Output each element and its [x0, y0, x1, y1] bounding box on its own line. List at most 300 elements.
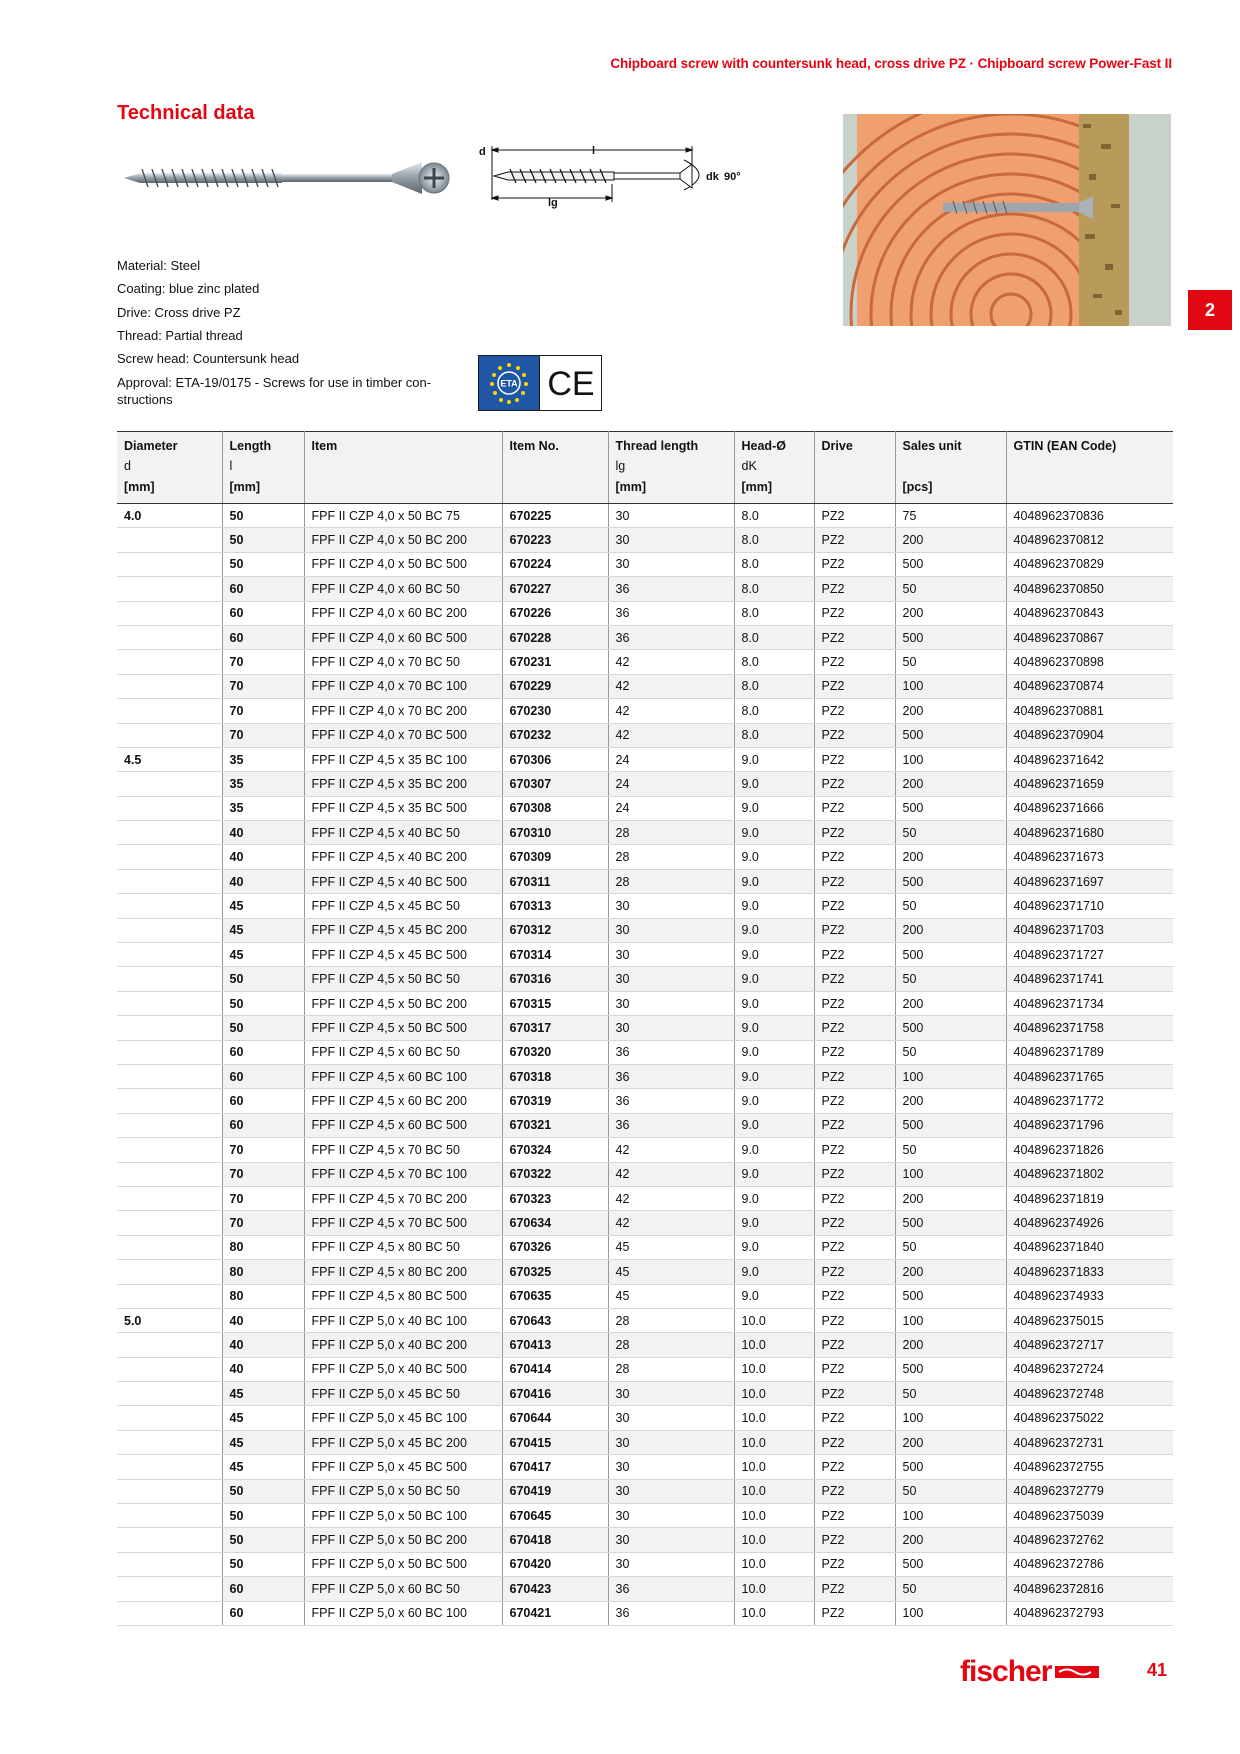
table-cell: FPF II CZP 5,0 x 40 BC 200	[304, 1333, 502, 1357]
table-cell: 35	[222, 796, 304, 820]
table-cell: PZ2	[814, 1040, 895, 1064]
table-cell: 200	[895, 1089, 1006, 1113]
table-cell	[117, 1162, 222, 1186]
table-cell: 28	[608, 1308, 734, 1332]
table-cell: 4048962370898	[1006, 650, 1173, 674]
table-cell: 670418	[502, 1528, 608, 1552]
table-row	[117, 577, 1173, 601]
table-cell: 50	[895, 577, 1006, 601]
table-row	[117, 699, 1173, 723]
table-cell: 670225	[502, 504, 608, 528]
table-row	[117, 894, 1173, 918]
table-cell: 9.0	[734, 772, 814, 796]
table-cell: 9.0	[734, 1235, 814, 1259]
column-header-symbol	[903, 455, 999, 478]
table-cell: 670314	[502, 943, 608, 967]
table-cell: 50	[895, 650, 1006, 674]
table-cell	[117, 1064, 222, 1088]
spec-approval: Approval: ETA-19/0175 - Screws for use in timber con-structions	[117, 375, 432, 408]
column-header-unit	[1014, 478, 1167, 496]
table-cell: 50	[895, 1040, 1006, 1064]
table-cell: FPF II CZP 4,5 x 80 BC 50	[304, 1235, 502, 1259]
table-cell: 30	[608, 1455, 734, 1479]
table-cell: 200	[895, 528, 1006, 552]
column-header	[502, 432, 608, 504]
table-cell: PZ2	[814, 967, 895, 991]
table-cell: 4048962371802	[1006, 1162, 1173, 1186]
table-cell: 10.0	[734, 1406, 814, 1430]
table-cell: 70	[222, 723, 304, 747]
table-cell: FPF II CZP 4,0 x 50 BC 200	[304, 528, 502, 552]
table-cell: 670226	[502, 601, 608, 625]
table-cell: 100	[895, 1504, 1006, 1528]
table-cell: 100	[895, 674, 1006, 698]
table-cell: 30	[608, 552, 734, 576]
table-cell: FPF II CZP 4,0 x 70 BC 100	[304, 674, 502, 698]
table-cell: 50	[895, 967, 1006, 991]
table-cell	[117, 601, 222, 625]
table-cell: 50	[222, 552, 304, 576]
table-cell: 670306	[502, 747, 608, 771]
table-cell: 9.0	[734, 747, 814, 771]
table-cell: 10.0	[734, 1504, 814, 1528]
table-cell: 50	[222, 1528, 304, 1552]
table-cell: 36	[608, 1577, 734, 1601]
table-cell: 36	[608, 1089, 734, 1113]
table-cell	[117, 1235, 222, 1259]
table-cell: 9.0	[734, 1138, 814, 1162]
column-header-unit	[822, 478, 888, 496]
table-cell	[117, 723, 222, 747]
table-cell	[117, 1016, 222, 1040]
table-cell: 670310	[502, 821, 608, 845]
table-cell: 80	[222, 1260, 304, 1284]
table-cell	[117, 1528, 222, 1552]
table-cell: 60	[222, 1089, 304, 1113]
table-cell: 45	[222, 943, 304, 967]
table-cell: PZ2	[814, 552, 895, 576]
table-cell: 4048962371758	[1006, 1016, 1173, 1040]
screw-dimension-drawing	[474, 140, 754, 212]
table-cell: FPF II CZP 4,5 x 80 BC 200	[304, 1260, 502, 1284]
ce-badge-label: CE	[546, 365, 595, 401]
column-header-symbol	[510, 455, 601, 478]
table-cell: 28	[608, 1357, 734, 1381]
table-cell: 30	[608, 1504, 734, 1528]
spec-list	[117, 254, 437, 408]
table-cell: 4048962372724	[1006, 1357, 1173, 1381]
table-cell: 50	[222, 967, 304, 991]
table-cell: 9.0	[734, 991, 814, 1015]
table-row	[117, 1455, 1173, 1479]
table-cell: PZ2	[814, 1016, 895, 1040]
table-cell: 670229	[502, 674, 608, 698]
section-title: Technical data	[117, 102, 255, 124]
table-row	[117, 1504, 1173, 1528]
table-cell: 8.0	[734, 723, 814, 747]
chapter-tab[interactable]: 2	[1188, 290, 1232, 330]
table-cell: 50	[222, 504, 304, 528]
table-cell	[117, 650, 222, 674]
table-cell: 30	[608, 967, 734, 991]
table-cell: FPF II CZP 5,0 x 60 BC 100	[304, 1601, 502, 1625]
table-cell: 40	[222, 1357, 304, 1381]
table-cell: 670313	[502, 894, 608, 918]
table-cell: 30	[608, 1430, 734, 1454]
table-cell: 100	[895, 1601, 1006, 1625]
table-cell	[117, 1260, 222, 1284]
table-cell: 4048962371826	[1006, 1138, 1173, 1162]
table-cell: PZ2	[814, 1430, 895, 1454]
table-cell: 670231	[502, 650, 608, 674]
table-cell: 10.0	[734, 1479, 814, 1503]
column-header-unit: [mm]	[229, 480, 261, 494]
table-row	[117, 1479, 1173, 1503]
table-cell: 4048962372748	[1006, 1382, 1173, 1406]
table-cell: 670307	[502, 772, 608, 796]
table-cell: PZ2	[814, 1162, 895, 1186]
eta-badge	[478, 355, 540, 411]
table-cell: PZ2	[814, 869, 895, 893]
running-header: Chipboard screw with countersunk head, cross drive PZ · Chipboard screw Power-Fast II	[610, 56, 1172, 71]
table-cell: 500	[895, 1284, 1006, 1308]
table-cell: 9.0	[734, 1260, 814, 1284]
table-cell: 28	[608, 1333, 734, 1357]
table-row	[117, 1333, 1173, 1357]
table-cell: 50	[222, 1552, 304, 1576]
table-cell: 30	[608, 528, 734, 552]
table-row	[117, 1235, 1173, 1259]
table-cell	[117, 1211, 222, 1235]
table-cell: 4048962371697	[1006, 869, 1173, 893]
column-header-title: GTIN (EAN Code)	[1013, 439, 1117, 453]
table-cell: 200	[895, 1430, 1006, 1454]
table-row	[117, 1064, 1173, 1088]
table-cell: 4048962371642	[1006, 747, 1173, 771]
table-cell: PZ2	[814, 943, 895, 967]
table-cell: 500	[895, 723, 1006, 747]
screw-photo	[122, 158, 452, 198]
table-cell: 30	[608, 918, 734, 942]
table-cell: 200	[895, 772, 1006, 796]
table-cell: PZ2	[814, 1064, 895, 1088]
table-cell: PZ2	[814, 1235, 895, 1259]
table-row	[117, 1406, 1173, 1430]
table-row	[117, 1357, 1173, 1381]
table-cell: 30	[608, 504, 734, 528]
table-cell: FPF II CZP 4,0 x 70 BC 200	[304, 699, 502, 723]
table-row	[117, 1601, 1173, 1625]
table-cell: 9.0	[734, 1284, 814, 1308]
table-cell: FPF II CZP 5,0 x 50 BC 500	[304, 1552, 502, 1576]
table-cell: PZ2	[814, 1455, 895, 1479]
table-cell: FPF II CZP 4,0 x 60 BC 50	[304, 577, 502, 601]
table-cell	[117, 577, 222, 601]
column-header-symbol	[1014, 455, 1167, 478]
table-cell: 60	[222, 1601, 304, 1625]
table-cell: 35	[222, 772, 304, 796]
table-cell: PZ2	[814, 625, 895, 649]
table-row	[117, 1552, 1173, 1576]
table-cell: FPF II CZP 4,5 x 50 BC 500	[304, 1016, 502, 1040]
table-cell	[117, 967, 222, 991]
table-cell: 4048962370843	[1006, 601, 1173, 625]
table-cell: 9.0	[734, 1162, 814, 1186]
table-cell: 36	[608, 1113, 734, 1137]
table-cell: 50	[895, 821, 1006, 845]
table-cell	[117, 869, 222, 893]
table-cell: 50	[222, 1504, 304, 1528]
table-cell: 70	[222, 1186, 304, 1210]
column-header	[895, 432, 1006, 504]
table-cell: 24	[608, 772, 734, 796]
table-cell: 10.0	[734, 1528, 814, 1552]
table-cell: PZ2	[814, 601, 895, 625]
table-cell: 8.0	[734, 552, 814, 576]
certification-badges	[478, 355, 602, 411]
logo-text: fischer	[960, 1655, 1052, 1688]
table-cell: 4048962371796	[1006, 1113, 1173, 1137]
table-cell	[117, 1430, 222, 1454]
table-cell: FPF II CZP 4,0 x 50 BC 500	[304, 552, 502, 576]
table-cell: 42	[608, 723, 734, 747]
table-cell: PZ2	[814, 528, 895, 552]
table-cell: 200	[895, 918, 1006, 942]
table-cell: 70	[222, 699, 304, 723]
table-cell	[117, 1382, 222, 1406]
table-cell: 500	[895, 943, 1006, 967]
table-cell: 42	[608, 699, 734, 723]
column-header-symbol: l	[229, 459, 233, 473]
table-cell: 28	[608, 821, 734, 845]
table-cell: FPF II CZP 4,5 x 35 BC 200	[304, 772, 502, 796]
table-cell: 4048962371840	[1006, 1235, 1173, 1259]
table-row	[117, 625, 1173, 649]
table-cell: 670421	[502, 1601, 608, 1625]
table-row	[117, 1577, 1173, 1601]
table-cell: 670317	[502, 1016, 608, 1040]
table-cell: 8.0	[734, 625, 814, 649]
table-cell: 45	[608, 1260, 734, 1284]
table-cell: 4048962372717	[1006, 1333, 1173, 1357]
table-cell	[117, 1138, 222, 1162]
table-cell: FPF II CZP 4,5 x 45 BC 200	[304, 918, 502, 942]
table-cell: FPF II CZP 4,5 x 40 BC 200	[304, 845, 502, 869]
table-cell	[117, 625, 222, 649]
table-cell: FPF II CZP 4,0 x 60 BC 500	[304, 625, 502, 649]
table-cell	[117, 845, 222, 869]
table-cell	[117, 699, 222, 723]
table-cell	[117, 1406, 222, 1430]
table-cell: 36	[608, 625, 734, 649]
table-row	[117, 869, 1173, 893]
table-cell: FPF II CZP 5,0 x 45 BC 200	[304, 1430, 502, 1454]
table-row	[117, 1528, 1173, 1552]
table-cell: 500	[895, 1211, 1006, 1235]
table-cell: 8.0	[734, 577, 814, 601]
table-cell: 670634	[502, 1211, 608, 1235]
table-cell: PZ2	[814, 991, 895, 1015]
table-cell: PZ2	[814, 1504, 895, 1528]
table-cell: 70	[222, 650, 304, 674]
table-row	[117, 991, 1173, 1015]
table-cell: 670223	[502, 528, 608, 552]
table-cell: 670325	[502, 1260, 608, 1284]
table-cell: 30	[608, 1552, 734, 1576]
table-cell: 4048962372816	[1006, 1577, 1173, 1601]
table-cell: 4048962371659	[1006, 772, 1173, 796]
column-header	[117, 432, 222, 504]
table-cell: PZ2	[814, 1089, 895, 1113]
table-cell: 670308	[502, 796, 608, 820]
table-cell: 4048962371819	[1006, 1186, 1173, 1210]
table-row	[117, 650, 1173, 674]
page-number: 41	[1147, 1660, 1168, 1680]
table-cell: 670416	[502, 1382, 608, 1406]
table-row	[117, 1211, 1173, 1235]
table-cell: 200	[895, 1528, 1006, 1552]
table-cell: 50	[895, 1382, 1006, 1406]
column-header	[734, 432, 814, 504]
table-row	[117, 1308, 1173, 1332]
table-cell: 28	[608, 869, 734, 893]
table-cell: PZ2	[814, 1406, 895, 1430]
table-cell: PZ2	[814, 577, 895, 601]
label-l: l	[592, 145, 596, 157]
table-cell: 36	[608, 577, 734, 601]
table-cell: 9.0	[734, 845, 814, 869]
table-cell: 4048962371833	[1006, 1260, 1173, 1284]
table-cell: 80	[222, 1235, 304, 1259]
column-header-unit: [pcs]	[902, 480, 933, 494]
table-cell: 500	[895, 869, 1006, 893]
table-cell: 60	[222, 1113, 304, 1137]
table-cell	[117, 1479, 222, 1503]
table-cell: 4048962374926	[1006, 1211, 1173, 1235]
column-header-title: Item	[311, 439, 338, 453]
spec-head: Screw head: Countersunk head	[117, 351, 300, 367]
table-cell: FPF II CZP 4,5 x 60 BC 50	[304, 1040, 502, 1064]
table-cell	[117, 1113, 222, 1137]
table-cell	[117, 528, 222, 552]
table-cell: 4048962370874	[1006, 674, 1173, 698]
table-row	[117, 967, 1173, 991]
table-cell: PZ2	[814, 1211, 895, 1235]
table-cell: 100	[895, 1162, 1006, 1186]
table-cell: 670312	[502, 918, 608, 942]
table-cell: 70	[222, 1162, 304, 1186]
table-cell: PZ2	[814, 796, 895, 820]
table-row	[117, 1016, 1173, 1040]
table-cell: 9.0	[734, 869, 814, 893]
table-cell: 40	[222, 1333, 304, 1357]
table-cell: 670414	[502, 1357, 608, 1381]
column-header-title: Sales unit	[902, 439, 962, 453]
table-cell	[117, 943, 222, 967]
table-cell: 42	[608, 1162, 734, 1186]
table-cell: 670420	[502, 1552, 608, 1576]
eta-stars-icon	[484, 360, 534, 406]
technical-data-table	[117, 431, 1173, 1626]
table-cell: 9.0	[734, 1040, 814, 1064]
table-cell: 60	[222, 1577, 304, 1601]
table-cell: 100	[895, 1308, 1006, 1332]
table-cell: 9.0	[734, 1016, 814, 1040]
label-d: d	[479, 146, 486, 158]
table-cell: 4048962372793	[1006, 1601, 1173, 1625]
table-cell: 50	[895, 1479, 1006, 1503]
table-cell: 42	[608, 1186, 734, 1210]
table-cell: 670224	[502, 552, 608, 576]
table-cell: 30	[608, 1016, 734, 1040]
ce-mark-icon	[547, 365, 595, 401]
table-cell: PZ2	[814, 1357, 895, 1381]
table-cell: FPF II CZP 4,0 x 70 BC 500	[304, 723, 502, 747]
table-cell: 500	[895, 1113, 1006, 1137]
table-cell: PZ2	[814, 747, 895, 771]
table-cell: 24	[608, 747, 734, 771]
table-cell: PZ2	[814, 1260, 895, 1284]
table-cell: 9.0	[734, 1211, 814, 1235]
table-cell: PZ2	[814, 504, 895, 528]
table-cell: 35	[222, 747, 304, 771]
table-cell: FPF II CZP 5,0 x 45 BC 500	[304, 1455, 502, 1479]
table-cell: 10.0	[734, 1308, 814, 1332]
table-cell: 200	[895, 699, 1006, 723]
table-row	[117, 1260, 1173, 1284]
table-cell: 670326	[502, 1235, 608, 1259]
table-cell: 24	[608, 796, 734, 820]
column-header-title: Diameter	[124, 439, 178, 453]
table-cell: PZ2	[814, 1552, 895, 1576]
table-cell: 50	[895, 1577, 1006, 1601]
table-cell: 670323	[502, 1186, 608, 1210]
table-cell: FPF II CZP 4,0 x 50 BC 75	[304, 504, 502, 528]
table-cell: 60	[222, 625, 304, 649]
table-cell	[117, 1089, 222, 1113]
table-cell: FPF II CZP 5,0 x 40 BC 100	[304, 1308, 502, 1332]
table-cell: 50	[895, 1235, 1006, 1259]
table-cell: PZ2	[814, 650, 895, 674]
table-cell: 4.0	[117, 504, 222, 528]
table-cell: 4048962370850	[1006, 577, 1173, 601]
column-header-symbol	[312, 455, 495, 478]
column-header	[814, 432, 895, 504]
table-row	[117, 772, 1173, 796]
table-cell: 4048962370836	[1006, 504, 1173, 528]
table-cell: 50	[895, 894, 1006, 918]
column-header-unit	[510, 478, 601, 496]
table-cell: 100	[895, 747, 1006, 771]
table-cell: 9.0	[734, 1186, 814, 1210]
table-cell: 4048962371666	[1006, 796, 1173, 820]
table-cell: 4048962371734	[1006, 991, 1173, 1015]
table-cell: 45	[608, 1284, 734, 1308]
table-cell: 60	[222, 601, 304, 625]
table-row	[117, 918, 1173, 942]
column-header-symbol: d	[124, 459, 131, 473]
table-cell: FPF II CZP 5,0 x 45 BC 50	[304, 1382, 502, 1406]
eta-badge-label: ETA	[500, 378, 518, 389]
table-cell: 36	[608, 1601, 734, 1625]
table-cell: 4048962375039	[1006, 1504, 1173, 1528]
table-row	[117, 1382, 1173, 1406]
table-cell	[117, 821, 222, 845]
table-cell: 42	[608, 674, 734, 698]
table-cell: 670419	[502, 1479, 608, 1503]
column-header-title: Item No.	[509, 439, 559, 453]
table-cell: 30	[608, 1528, 734, 1552]
